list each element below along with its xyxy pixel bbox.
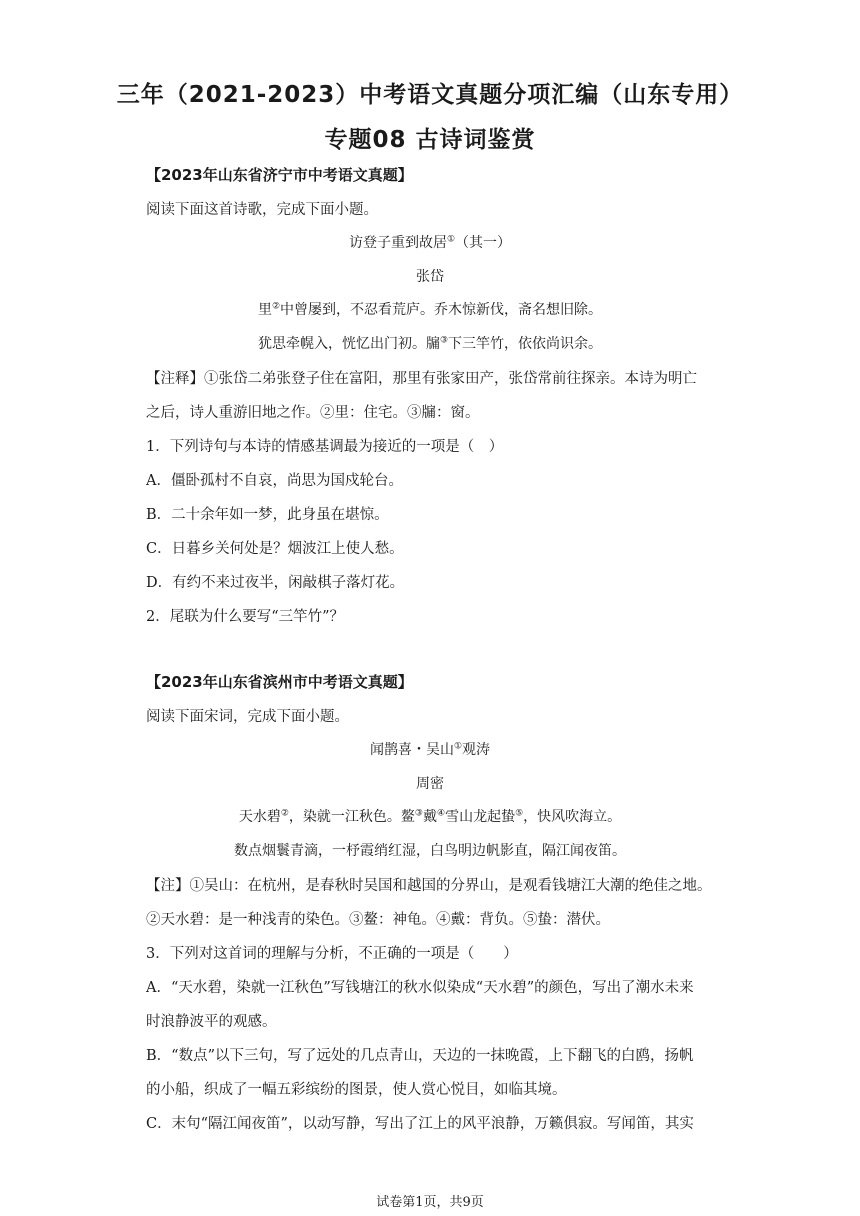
question-3-option-b-line2: 的小船，织成了一幅五彩缤纷的图景，使人赏心悦目，如临其境。 — [146, 1082, 567, 1098]
question-2: 2．尾联为什么要写“三竿竹”？ — [146, 609, 345, 625]
page-footer: 试卷第1页，共9页 — [376, 1195, 484, 1210]
poem2-verse1: 天水碧②，染就一江秋色。鳌③戴④雪山龙起蛰⑤，快风吹海立。 — [238, 808, 622, 825]
section2-heading: 【2023年山东省滨州市中考语文真题】 — [146, 673, 413, 691]
question-1-option-b: B．二十余年如一梦，此身虽在堪惊。 — [146, 507, 389, 523]
section2-note-line1: 【注】①吴山：在杭州，是春秋时吴国和越国的分界山，是观看钱塘江大潮的绝佳之地。 — [146, 878, 712, 894]
question-3-option-c-line1: C．末句“隔江闻夜笛”，以动写静，写出了江上的风平浪静，万籁俱寂。写闻笛，其实 — [146, 1116, 694, 1132]
section1-intro: 阅读下面这首诗歌，完成下面小题。 — [146, 202, 378, 218]
question-1-option-a: A．僵卧孤村不自哀，尚思为国戍轮台。 — [146, 473, 403, 489]
poem1-author: 张岱 — [416, 269, 444, 285]
question-1-option-d: D．有约不来过夜半，闲敲棋子落灯花。 — [146, 575, 405, 591]
question-3-option-a-line1: A．“天水碧，染就一江秋色”写钱塘江的秋水似染成“天水碧”的颜色，写出了潮水未来 — [146, 980, 694, 996]
section1-note-line2: 之后，诗人重游旧地之作。②里：住宅。③牖：窗。 — [146, 405, 480, 421]
question-3: 3．下列对这首词的理解与分析，不正确的一项是（ ） — [146, 946, 518, 962]
question-3-option-b-line1: B．“数点”以下三句，写了远处的几点青山，天边的一抹晚霞，上下翻飞的白鸥，扬帆 — [146, 1048, 694, 1064]
question-1-option-c: C．日暮乡关何处是？烟波江上使人愁。 — [146, 541, 404, 557]
section2-intro: 阅读下面宋词，完成下面小题。 — [146, 709, 349, 725]
main-title: 三年（2021-2023）中考语文真题分项汇编（山东专用） — [116, 82, 744, 108]
question-1: 1．下列诗句与本诗的情感基调最为接近的一项是（ ） — [146, 439, 504, 455]
question-3-option-a-line2: 时浪静波平的观感。 — [146, 1014, 277, 1030]
poem2-title: 闻鹊喜・吴山①观涛 — [369, 741, 491, 758]
poem2-verse2: 数点烟鬟青滴，一杼霞绡红湿，白鸟明边帆影直，隔江闻夜笛。 — [234, 843, 626, 859]
poem1-verse2: 犹思牵幌入，恍忆出门初。牖③下三竿竹，依依尚识余。 — [257, 335, 603, 352]
poem1-verse1: 里②中曾屡到，不忍看荒庐。乔木惊新伐，斋名想旧除。 — [257, 301, 603, 318]
poem1-title: 访登子重到故居①（其一） — [348, 234, 512, 251]
section2-note-line2: ②天水碧：是一种浅青的染色。③鳌：神龟。④戴：背负。⑤蛰：潜伏。 — [146, 912, 610, 928]
poem2-author: 周密 — [416, 776, 444, 792]
section1-heading: 【2023年山东省济宁市中考语文真题】 — [146, 166, 413, 184]
section1-note-line1: 【注释】①张岱二弟张登子住在富阳，那里有张家田产，张岱常前往探亲。本诗为明亡 — [146, 371, 697, 387]
sub-title: 专题08 古诗词鉴赏 — [324, 127, 536, 153]
